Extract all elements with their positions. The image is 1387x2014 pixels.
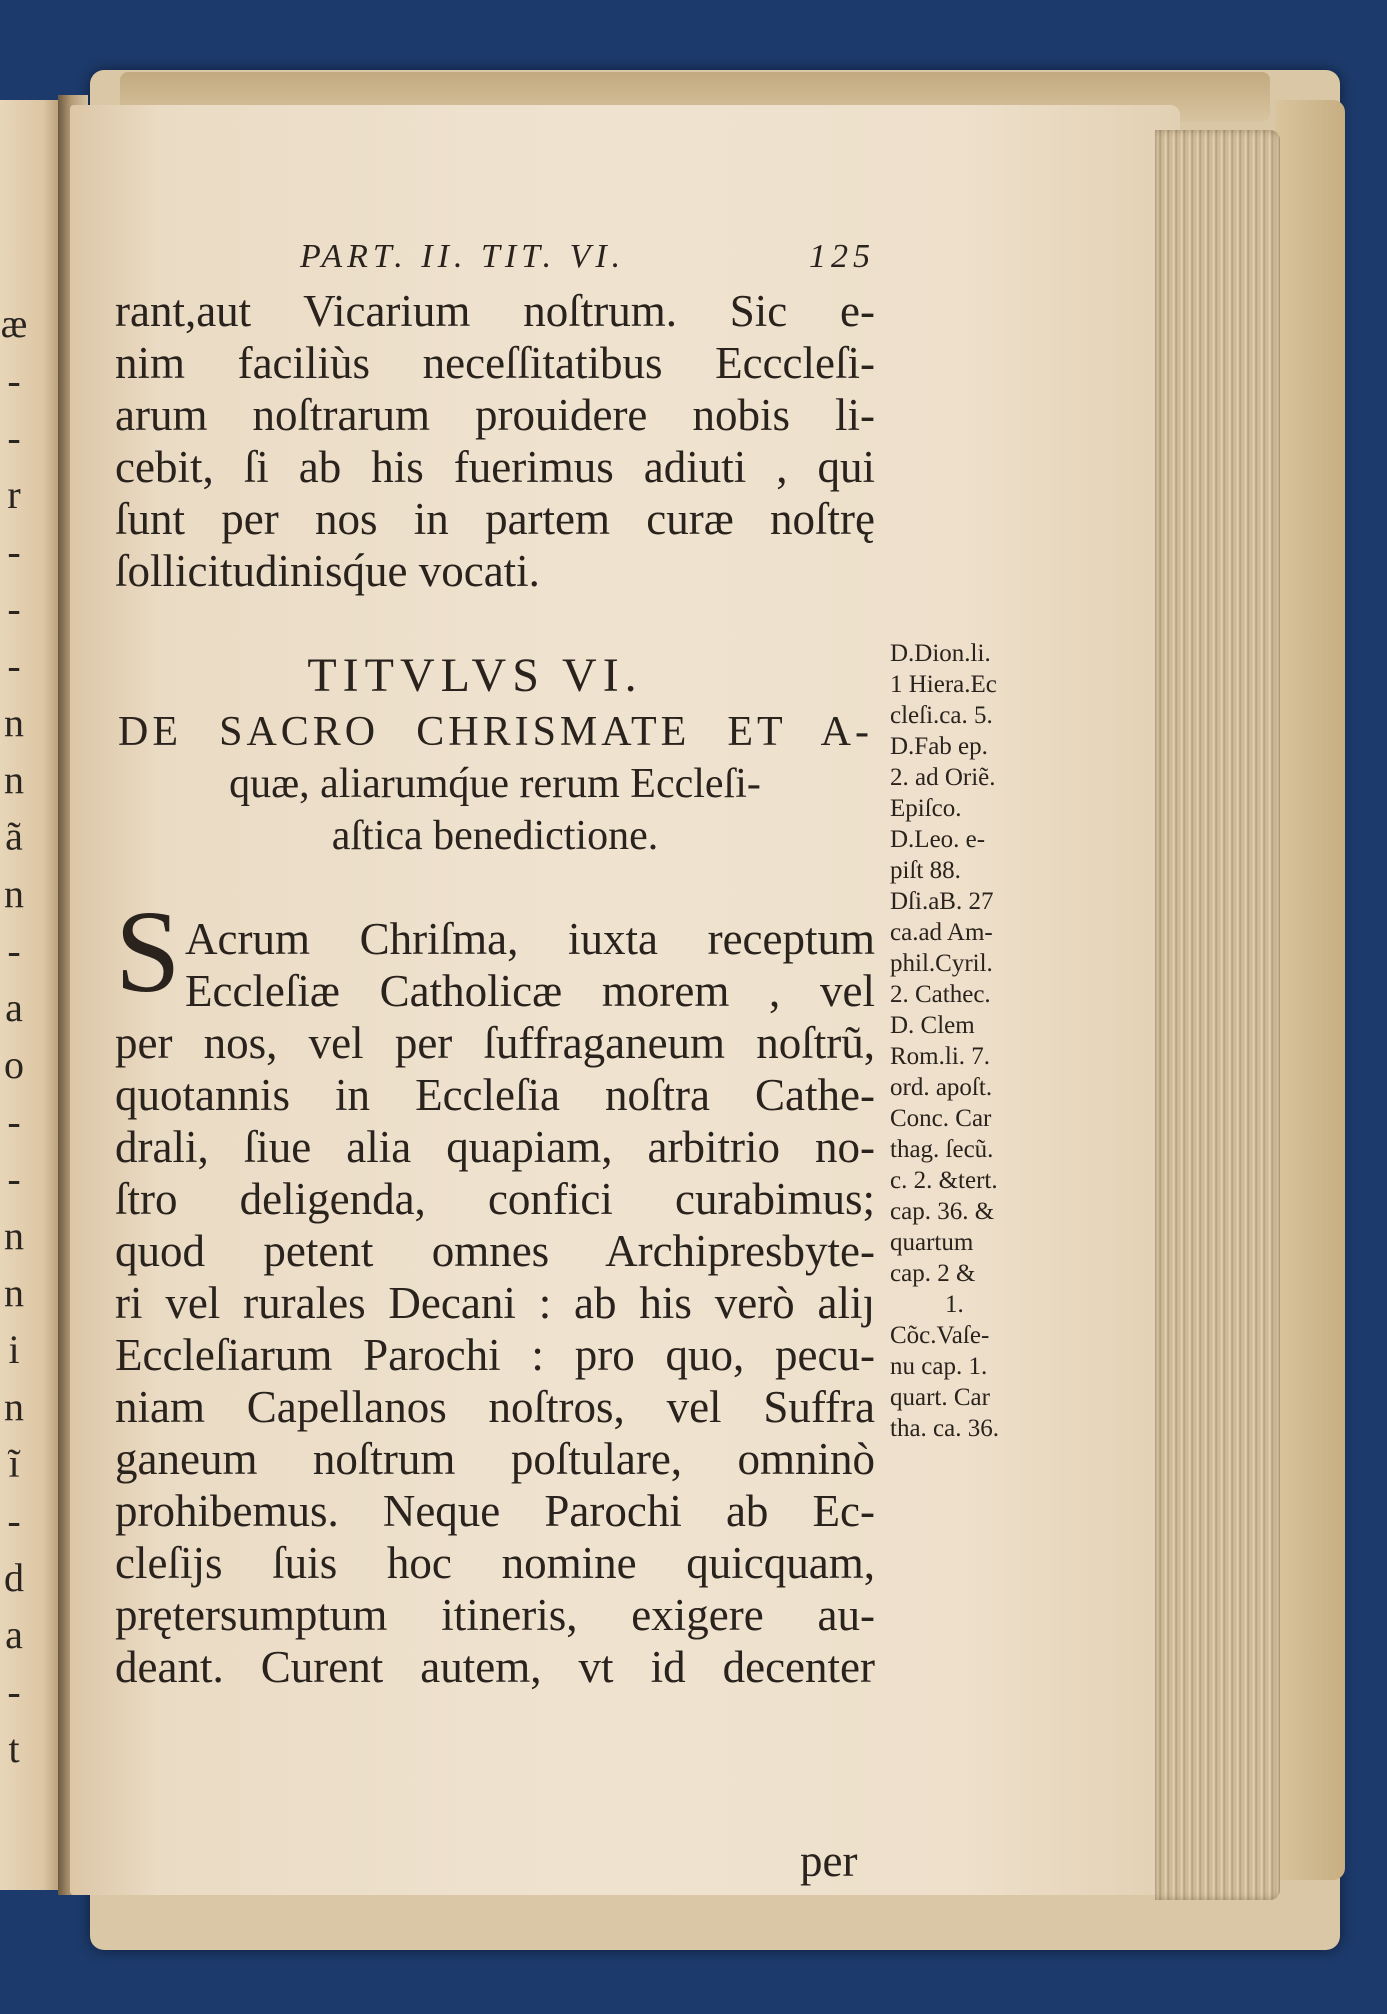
section-subtitle-line-3: aſtica benedictione. <box>331 813 659 859</box>
body-line: ri vel rurales Decani : ab his verò aliȷ <box>115 1278 875 1328</box>
marginal-note-line: thag. ſecũ. <box>890 1136 994 1163</box>
section-subtitle-line-2: quæ, aliarumq́ue rerum Eccleſi- <box>229 761 761 807</box>
left-page-fragment: n <box>4 1213 24 1258</box>
body-line: cebit, ſi ab his fuerimus adiuti , qui <box>115 442 875 492</box>
section-title: TITVLVS VI. <box>307 649 643 702</box>
left-page-fragment: - <box>7 643 21 688</box>
left-page-fragment: n <box>4 871 24 916</box>
body-line: ſollicitudinisq́ue vocati. <box>115 546 540 596</box>
marginal-note-line: cap. 2 & <box>890 1260 976 1287</box>
left-page-fragment: - <box>7 358 21 403</box>
left-page-fragment: ĩ <box>8 1441 20 1486</box>
running-title: PART. II. TIT. VI. <box>300 238 626 275</box>
marginal-note-line: cap. 36. & <box>890 1198 995 1225</box>
body-line: Eccleſiæ Catholicæ morem , vel <box>185 966 875 1016</box>
left-page-fragment: n <box>4 700 24 745</box>
marginal-note-line: tha. ca. 36. <box>890 1415 999 1442</box>
marginal-note-line: Epiſco. <box>890 795 962 822</box>
left-page-fragment: n <box>4 757 24 802</box>
marginal-note-line: 2. Cathec. <box>890 981 991 1008</box>
left-page-fragment: n <box>4 1270 24 1315</box>
body-line: drali, ſiue alia quapiam, arbitrio no- <box>115 1122 875 1172</box>
body-line: arum noſtrarum prouidere nobis li- <box>115 390 875 440</box>
body-line: Eccleſiarum Parochi : pro quo, pecu- <box>115 1330 875 1380</box>
left-page-fragment: a <box>5 985 23 1030</box>
section-subtitle-line-1: DE SACRO CHRISMATE ET A- <box>118 709 873 755</box>
marginal-note-line: c. 2. &tert. <box>890 1167 998 1194</box>
drop-cap: S <box>115 886 181 1017</box>
cover-edge <box>1275 100 1345 1880</box>
marginal-note-line: phil.Cyril. <box>890 950 993 977</box>
marginal-note-line: Cõc.Vaſe- <box>890 1322 990 1349</box>
body-line: rant,aut Vicarium noſtrum. Sic e- <box>115 286 875 336</box>
page-block-edges <box>1155 130 1280 1900</box>
marginal-note-line: piſt 88. <box>890 857 961 884</box>
body-line: prętersumptum itineris, exigere au- <box>115 1590 875 1640</box>
left-page-fragment: d <box>4 1555 24 1600</box>
left-page-fragment: n <box>4 1384 24 1429</box>
body-line: quotannis in Eccleſia noſtra Cathe- <box>115 1070 875 1120</box>
left-page-fragment: - <box>7 1099 21 1144</box>
left-page-fragment: - <box>7 1156 21 1201</box>
left-page-fragment: æ <box>0 301 28 346</box>
marginal-note-line: 1. <box>945 1291 964 1318</box>
left-page-fragment: i <box>8 1327 20 1372</box>
marginal-note-line: cleſi.ca. 5. <box>890 702 993 729</box>
marginal-note-line: D. Clem <box>890 1012 975 1039</box>
left-page-fragment: - <box>7 586 21 631</box>
marginal-note-line: 2. ad Oriẽ. <box>890 764 996 791</box>
left-page-fragment: ã <box>5 814 23 859</box>
left-page-fragment: - <box>7 1669 21 1714</box>
left-page-fragment: a <box>5 1612 23 1657</box>
left-page-fragment: - <box>7 1498 21 1543</box>
marginal-note-line: Conc. Car <box>890 1105 992 1132</box>
body-line: niam Capellanos noſtros, vel Suffra <box>115 1382 875 1432</box>
left-page-fragment: t <box>8 1726 20 1771</box>
left-page-fragment: - <box>7 415 21 460</box>
body-line: deant. Curent autem, vt id decenter <box>115 1642 875 1692</box>
body-line: ganeum noſtrum poſtulare, omninò <box>115 1434 875 1484</box>
body-line: Acrum Chriſma, iuxta receptum <box>185 914 875 964</box>
body-line: quod petent omnes Archipresbyte- <box>115 1226 875 1276</box>
marginal-note-line: 1 Hiera.Ec <box>890 671 997 698</box>
body-line: ſtro deligenda, confici curabimus; <box>115 1174 875 1224</box>
body-line: cleſijs ſuis hoc nomine quicquam, <box>115 1538 875 1588</box>
left-page-fragment: - <box>7 928 21 973</box>
body-line: nim faciliùs neceſſitatibus Ecccleſi- <box>115 338 875 388</box>
running-header <box>300 238 875 276</box>
marginal-notes <box>890 638 1060 1444</box>
marginal-note-line: ord. apoſt. <box>890 1074 993 1101</box>
marginal-note-line: D.Fab ep. <box>890 733 988 760</box>
catchword: per <box>800 1836 858 1886</box>
left-page-fragment: o <box>4 1042 24 1087</box>
marginal-note-line: Rom.li. 7. <box>890 1043 991 1070</box>
marginal-note-line: D.Leo. e- <box>890 826 986 853</box>
marginal-note-line: quart. Car <box>890 1384 990 1411</box>
body-line: ſunt per nos in partem curæ noſtrę <box>115 494 875 544</box>
marginal-note-line: ca.ad Am- <box>890 919 993 946</box>
marginal-note-line: nu cap. 1. <box>890 1353 988 1380</box>
body-line: per nos, vel per ſuffraganeum noſtrũ, <box>115 1018 875 1068</box>
marginal-note-line: quartum <box>890 1229 974 1256</box>
marginal-note-line: Dſi.aB. 27 <box>890 888 994 915</box>
marginal-note-line: D.Dion.li. <box>890 640 991 667</box>
page-number: 125 <box>809 238 875 275</box>
left-page-fragment: - <box>7 529 21 574</box>
left-page-fragment: r <box>7 472 21 517</box>
body-line: prohibemus. Neque Parochi ab Ec- <box>115 1486 875 1536</box>
